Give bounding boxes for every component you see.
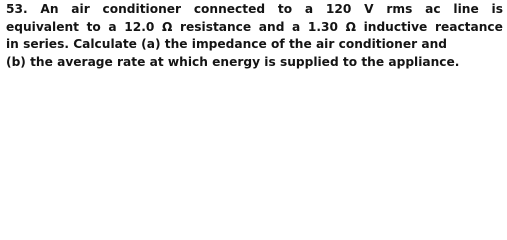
- word: conditioner: [102, 2, 182, 16]
- word: to: [277, 2, 293, 16]
- word: rms: [386, 2, 413, 16]
- ohm-symbol: Ω: [345, 19, 356, 34]
- word: equivalent: [6, 19, 79, 34]
- word: line: [453, 2, 479, 16]
- word: inductive: [363, 19, 428, 34]
- word: V: [364, 2, 374, 16]
- word: resistance: [179, 19, 252, 34]
- word: is: [491, 2, 503, 16]
- word: An: [40, 2, 59, 16]
- word: 120: [325, 2, 352, 16]
- word: ac: [425, 2, 441, 16]
- problem-text: [6, 1, 505, 71]
- word: air: [71, 2, 90, 16]
- problem-line-2: [6, 19, 503, 37]
- problem-line-4: (b) the average rate at which energy is supplied to the appliance.: [6, 54, 460, 69]
- word: a: [304, 2, 314, 16]
- word: and: [258, 19, 285, 34]
- word: to: [86, 19, 101, 34]
- word: 1.30: [307, 19, 338, 34]
- ohm-symbol: Ω: [161, 19, 173, 34]
- problem-line-1: [6, 1, 503, 19]
- word: 53.: [6, 2, 28, 16]
- word: a: [108, 19, 117, 34]
- word: a: [292, 19, 301, 34]
- word: reactance: [434, 19, 503, 34]
- word: connected: [193, 2, 266, 16]
- problem-line-3: in series. Calculate (a) the impedance of the air conditioner and: [6, 37, 447, 52]
- word: 12.0: [124, 19, 155, 34]
